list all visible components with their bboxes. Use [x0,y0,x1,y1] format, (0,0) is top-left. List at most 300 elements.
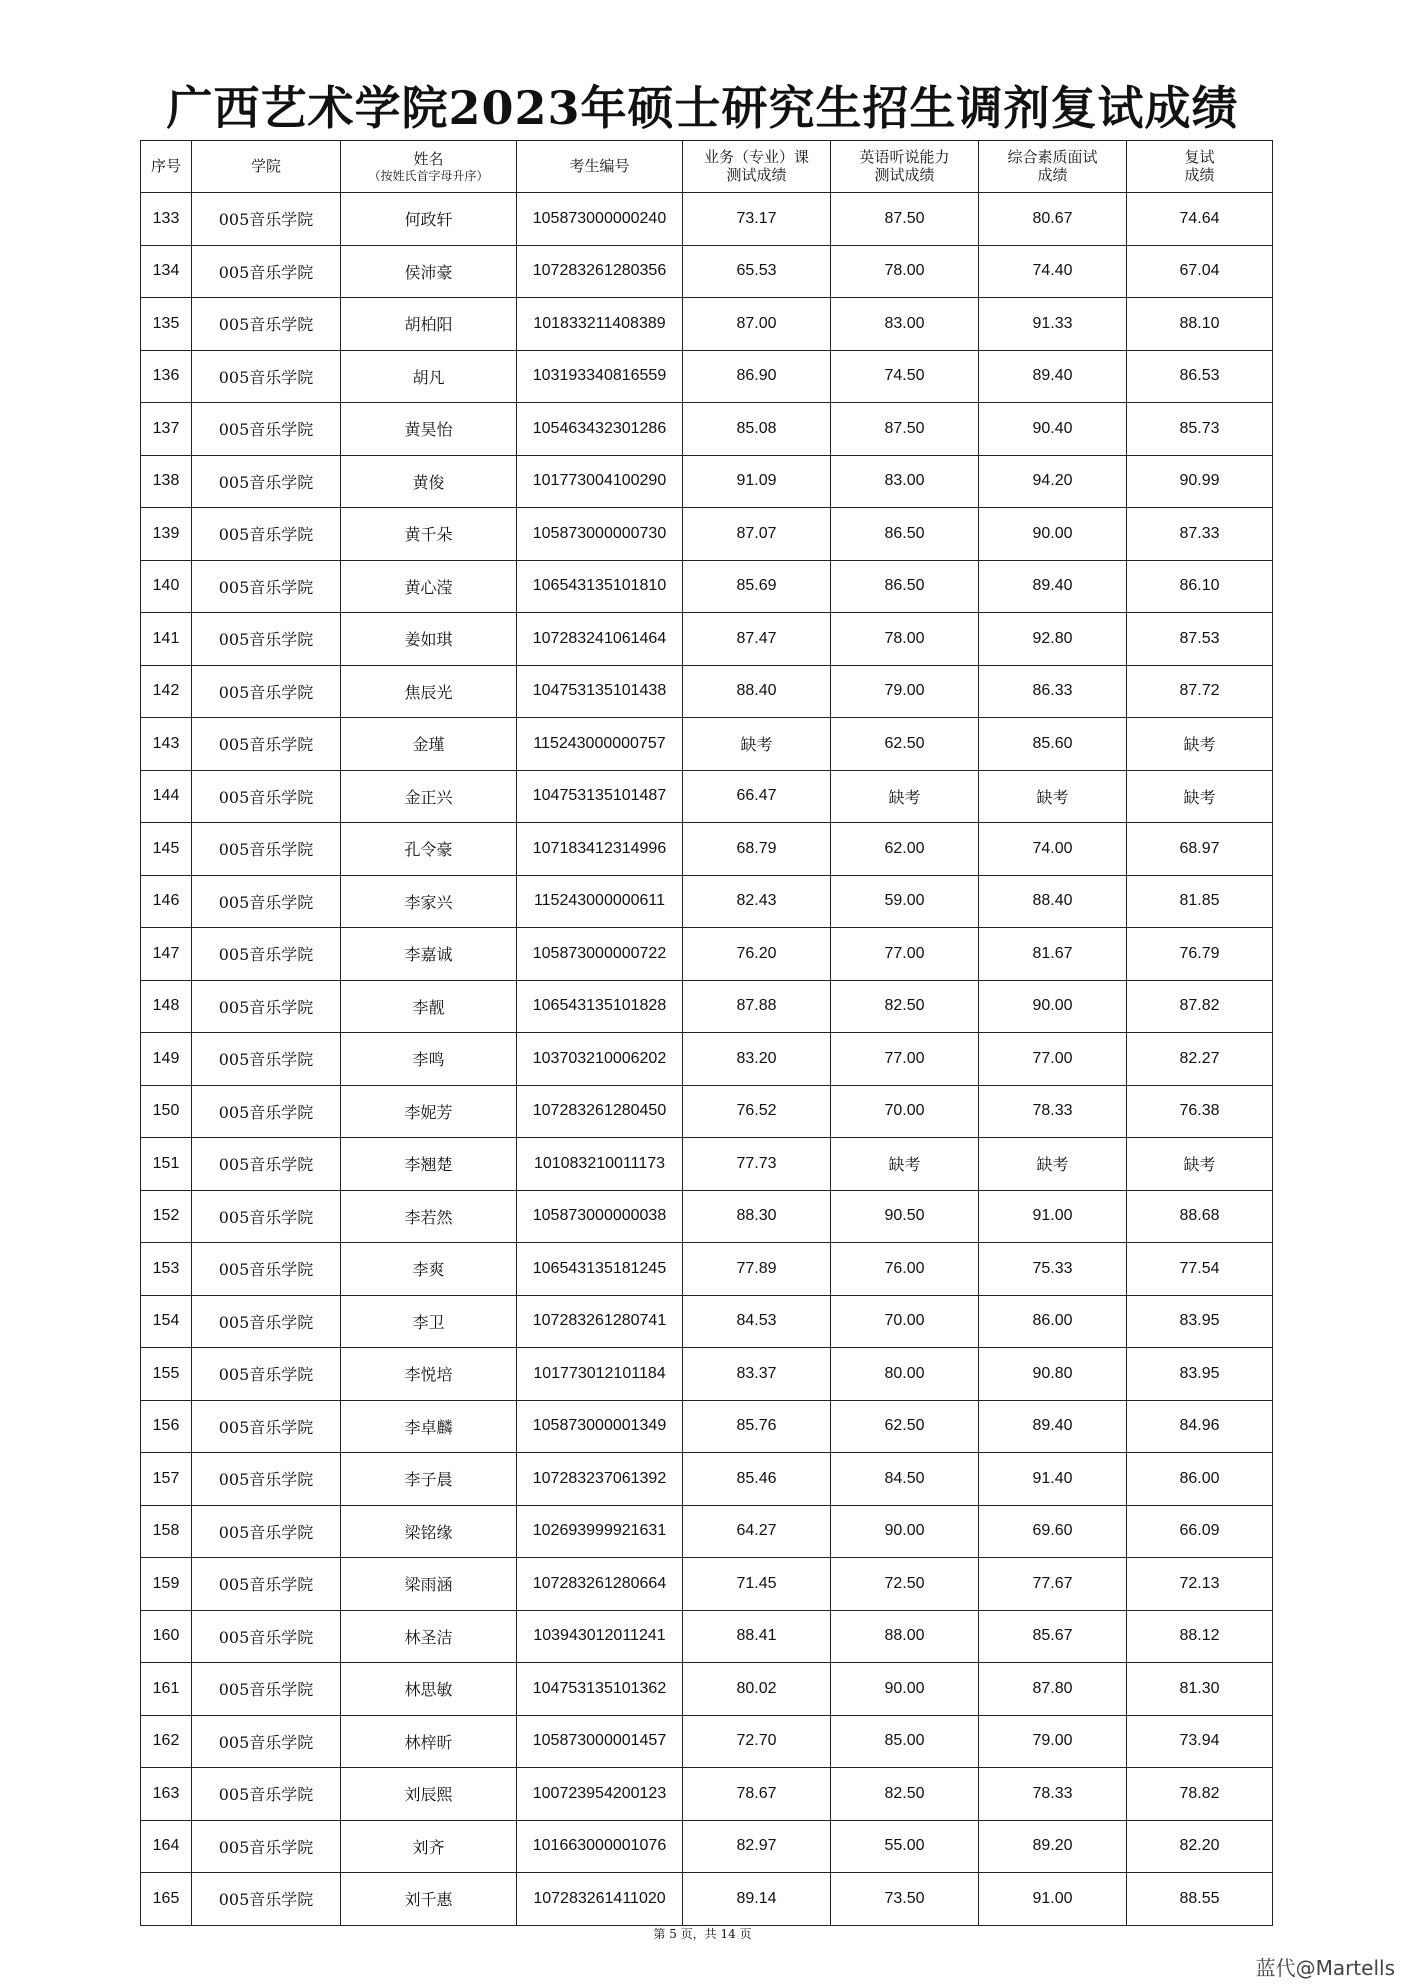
course-score-cell: 88.41 [683,1610,831,1663]
seq-cell: 158 [141,1505,192,1558]
college-cell: 005音乐学院 [192,1138,341,1191]
exam-id-cell: 106543135101828 [517,980,683,1033]
interview-score-cell: 缺考 [979,1138,1127,1191]
interview-score-cell: 85.67 [979,1610,1127,1663]
seq-cell: 165 [141,1873,192,1926]
exam-id-cell: 104753135101362 [517,1663,683,1716]
name-cell: 刘齐 [341,1820,517,1873]
seq-cell: 164 [141,1820,192,1873]
college-cell: 005音乐学院 [192,508,341,561]
table-row [141,560,1273,613]
exam-id-cell: 115243000000611 [517,875,683,928]
interview-score-cell: 88.40 [979,875,1127,928]
english-score-cell: 70.00 [831,1085,979,1138]
exam-id-cell: 106543135181245 [517,1243,683,1296]
header-name: 姓名 （按姓氏首字母升序） [341,141,517,193]
english-score-cell: 85.00 [831,1715,979,1768]
course-score-cell: 68.79 [683,823,831,876]
table-row [141,718,1273,771]
english-score-cell: 87.50 [831,193,979,246]
exam-id-cell: 104753135101487 [517,770,683,823]
college-cell: 005音乐学院 [192,560,341,613]
interview-score-cell: 90.80 [979,1348,1127,1401]
name-cell: 金正兴 [341,770,517,823]
exam-id-cell: 101083210011173 [517,1138,683,1191]
exam-id-cell: 103703210006202 [517,1033,683,1086]
english-score-cell: 84.50 [831,1453,979,1506]
english-score-cell: 82.50 [831,1768,979,1821]
seq-cell: 155 [141,1348,192,1401]
college-cell: 005音乐学院 [192,350,341,403]
name-cell: 孔令豪 [341,823,517,876]
interview-score-cell: 87.80 [979,1663,1127,1716]
english-score-cell: 59.00 [831,875,979,928]
interview-score-cell: 78.33 [979,1085,1127,1138]
table-row [141,298,1273,351]
retest-score-cell: 86.53 [1127,350,1273,403]
table-row [141,875,1273,928]
table-row [141,508,1273,561]
table-row [141,928,1273,981]
exam-id-cell: 103193340816559 [517,350,683,403]
name-cell: 姜如琪 [341,613,517,666]
seq-cell: 162 [141,1715,192,1768]
seq-cell: 143 [141,718,192,771]
interview-score-cell: 78.33 [979,1768,1127,1821]
seq-cell: 133 [141,193,192,246]
college-cell: 005音乐学院 [192,613,341,666]
course-score-cell: 77.89 [683,1243,831,1296]
name-cell: 李爽 [341,1243,517,1296]
retest-score-cell: 76.38 [1127,1085,1273,1138]
header-row [141,141,1273,193]
interview-score-cell: 91.00 [979,1873,1127,1926]
interview-score-cell: 80.67 [979,193,1127,246]
table-row [141,1033,1273,1086]
english-score-cell: 缺考 [831,770,979,823]
name-cell: 李嘉诚 [341,928,517,981]
college-cell: 005音乐学院 [192,403,341,456]
interview-score-cell: 90.00 [979,508,1127,561]
name-cell: 李卓麟 [341,1400,517,1453]
college-cell: 005音乐学院 [192,1190,341,1243]
name-cell: 李子晨 [341,1453,517,1506]
exam-id-cell: 107283261280741 [517,1295,683,1348]
name-cell: 梁雨涵 [341,1558,517,1611]
college-cell: 005音乐学院 [192,1400,341,1453]
seq-cell: 154 [141,1295,192,1348]
table-row [141,823,1273,876]
english-score-cell: 79.00 [831,665,979,718]
table-row [141,1558,1273,1611]
exam-id-cell: 106543135101810 [517,560,683,613]
seq-cell: 149 [141,1033,192,1086]
header-retest-score: 复试 成绩 [1127,141,1273,193]
score-table [140,140,1273,1926]
college-cell: 005音乐学院 [192,1453,341,1506]
seq-cell: 145 [141,823,192,876]
retest-score-cell: 缺考 [1127,718,1273,771]
course-score-cell: 71.45 [683,1558,831,1611]
course-score-cell: 82.97 [683,1820,831,1873]
english-score-cell: 77.00 [831,1033,979,1086]
score-table-body [141,193,1273,1926]
interview-score-cell: 69.60 [979,1505,1127,1558]
course-score-cell: 87.88 [683,980,831,1033]
english-score-cell: 90.50 [831,1190,979,1243]
name-cell: 李家兴 [341,875,517,928]
table-row [141,193,1273,246]
college-cell: 005音乐学院 [192,298,341,351]
interview-score-cell: 75.33 [979,1243,1127,1296]
retest-score-cell: 83.95 [1127,1348,1273,1401]
interview-score-cell: 缺考 [979,770,1127,823]
name-cell: 黄昊怡 [341,403,517,456]
course-score-cell: 88.40 [683,665,831,718]
exam-id-cell: 103943012011241 [517,1610,683,1663]
table-row [141,980,1273,1033]
interview-score-cell: 90.40 [979,403,1127,456]
college-cell: 005音乐学院 [192,1033,341,1086]
seq-cell: 137 [141,403,192,456]
name-cell: 金瑾 [341,718,517,771]
table-row [141,1663,1273,1716]
exam-id-cell: 105873000000038 [517,1190,683,1243]
course-score-cell: 85.76 [683,1400,831,1453]
english-score-cell: 62.00 [831,823,979,876]
course-score-cell: 73.17 [683,193,831,246]
college-cell: 005音乐学院 [192,875,341,928]
exam-id-cell: 105873000001349 [517,1400,683,1453]
interview-score-cell: 79.00 [979,1715,1127,1768]
interview-score-cell: 89.40 [979,560,1127,613]
college-cell: 005音乐学院 [192,1348,341,1401]
exam-id-cell: 107283261411020 [517,1873,683,1926]
interview-score-cell: 91.00 [979,1190,1127,1243]
exam-id-cell: 101773012101184 [517,1348,683,1401]
course-score-cell: 89.14 [683,1873,831,1926]
english-score-cell: 82.50 [831,980,979,1033]
seq-cell: 135 [141,298,192,351]
retest-score-cell: 86.10 [1127,560,1273,613]
table-row [141,1085,1273,1138]
course-score-cell: 88.30 [683,1190,831,1243]
name-cell: 林圣洁 [341,1610,517,1663]
seq-cell: 146 [141,875,192,928]
name-cell: 李鸣 [341,1033,517,1086]
retest-score-cell: 87.82 [1127,980,1273,1033]
retest-score-cell: 66.09 [1127,1505,1273,1558]
table-row [141,613,1273,666]
name-cell: 焦辰光 [341,665,517,718]
retest-score-cell: 68.97 [1127,823,1273,876]
header-seq: 序号 [141,141,192,193]
exam-id-cell: 107283261280450 [517,1085,683,1138]
exam-id-cell: 105873000000730 [517,508,683,561]
interview-score-cell: 89.40 [979,350,1127,403]
college-cell: 005音乐学院 [192,770,341,823]
retest-score-cell: 82.20 [1127,1820,1273,1873]
retest-score-cell: 73.94 [1127,1715,1273,1768]
course-score-cell: 87.47 [683,613,831,666]
english-score-cell: 62.50 [831,718,979,771]
table-row [141,1610,1273,1663]
english-score-cell: 83.00 [831,455,979,508]
course-score-cell: 83.37 [683,1348,831,1401]
english-score-cell: 70.00 [831,1295,979,1348]
english-score-cell: 78.00 [831,245,979,298]
course-score-cell: 82.43 [683,875,831,928]
course-score-cell: 84.53 [683,1295,831,1348]
english-score-cell: 76.00 [831,1243,979,1296]
college-cell: 005音乐学院 [192,1505,341,1558]
table-row [141,1715,1273,1768]
english-score-cell: 86.50 [831,560,979,613]
retest-score-cell: 缺考 [1127,1138,1273,1191]
course-score-cell: 64.27 [683,1505,831,1558]
seq-cell: 138 [141,455,192,508]
header-name-note: （按姓氏首字母升序） [368,168,489,183]
table-row [141,1453,1273,1506]
exam-id-cell: 107183412314996 [517,823,683,876]
interview-score-cell: 89.40 [979,1400,1127,1453]
table-row [141,1400,1273,1453]
table-row [141,1505,1273,1558]
name-cell: 李若然 [341,1190,517,1243]
college-cell: 005音乐学院 [192,1768,341,1821]
exam-id-cell: 100723954200123 [517,1768,683,1821]
retest-score-cell: 88.55 [1127,1873,1273,1926]
table-row [141,1348,1273,1401]
seq-cell: 136 [141,350,192,403]
course-score-cell: 77.73 [683,1138,831,1191]
college-cell: 005音乐学院 [192,1243,341,1296]
college-cell: 005音乐学院 [192,193,341,246]
table-row [141,1190,1273,1243]
course-score-cell: 91.09 [683,455,831,508]
name-cell: 刘千惠 [341,1873,517,1926]
course-score-cell: 76.20 [683,928,831,981]
table-row [141,1295,1273,1348]
college-cell: 005音乐学院 [192,1085,341,1138]
interview-score-cell: 86.00 [979,1295,1127,1348]
english-score-cell: 87.50 [831,403,979,456]
interview-score-cell: 85.60 [979,718,1127,771]
interview-score-cell: 91.40 [979,1453,1127,1506]
name-cell: 梁铭缘 [341,1505,517,1558]
college-cell: 005音乐学院 [192,665,341,718]
name-cell: 李卫 [341,1295,517,1348]
english-score-cell: 73.50 [831,1873,979,1926]
exam-id-cell: 105873000000240 [517,193,683,246]
english-score-cell: 74.50 [831,350,979,403]
interview-score-cell: 90.00 [979,980,1127,1033]
table-row [141,350,1273,403]
header-college: 学院 [192,141,341,193]
course-score-cell: 76.52 [683,1085,831,1138]
course-score-cell: 66.47 [683,770,831,823]
page-footer: 第 5 页，共 14 页 [653,1927,752,1941]
name-cell: 黄心滢 [341,560,517,613]
retest-score-cell: 90.99 [1127,455,1273,508]
course-score-cell: 72.70 [683,1715,831,1768]
retest-score-cell: 83.95 [1127,1295,1273,1348]
exam-id-cell: 101833211408389 [517,298,683,351]
english-score-cell: 72.50 [831,1558,979,1611]
interview-score-cell: 81.67 [979,928,1127,981]
header-course-score: 业务（专业）课 测试成绩 [683,141,831,193]
seq-cell: 140 [141,560,192,613]
english-score-cell: 77.00 [831,928,979,981]
retest-score-cell: 82.27 [1127,1033,1273,1086]
table-row [141,770,1273,823]
retest-score-cell: 87.33 [1127,508,1273,561]
retest-score-cell: 88.12 [1127,1610,1273,1663]
college-cell: 005音乐学院 [192,1610,341,1663]
name-cell: 黄千朵 [341,508,517,561]
page-title: 广西艺术学院2023年硕士研究生招生调剂复试成绩 [166,81,1239,135]
english-score-cell: 88.00 [831,1610,979,1663]
exam-id-cell: 101773004100290 [517,455,683,508]
exam-id-cell: 105873000000722 [517,928,683,981]
interview-score-cell: 94.20 [979,455,1127,508]
table-row [141,455,1273,508]
retest-score-cell: 88.68 [1127,1190,1273,1243]
interview-score-cell: 74.00 [979,823,1127,876]
exam-id-cell: 102693999921631 [517,1505,683,1558]
retest-score-cell: 81.30 [1127,1663,1273,1716]
name-cell: 胡柏阳 [341,298,517,351]
college-cell: 005音乐学院 [192,718,341,771]
name-cell: 李靓 [341,980,517,1033]
college-cell: 005音乐学院 [192,823,341,876]
seq-cell: 152 [141,1190,192,1243]
college-cell: 005音乐学院 [192,1715,341,1768]
table-row [141,245,1273,298]
college-cell: 005音乐学院 [192,245,341,298]
retest-score-cell: 78.82 [1127,1768,1273,1821]
seq-cell: 151 [141,1138,192,1191]
interview-score-cell: 86.33 [979,665,1127,718]
english-score-cell: 86.50 [831,508,979,561]
exam-id-cell: 107283261280664 [517,1558,683,1611]
seq-cell: 156 [141,1400,192,1453]
course-score-cell: 85.08 [683,403,831,456]
seq-cell: 153 [141,1243,192,1296]
name-cell: 侯沛豪 [341,245,517,298]
header-exam-id: 考生编号 [517,141,683,193]
interview-score-cell: 92.80 [979,613,1127,666]
name-cell: 刘辰熙 [341,1768,517,1821]
college-cell: 005音乐学院 [192,1820,341,1873]
name-cell: 李悦培 [341,1348,517,1401]
retest-score-cell: 67.04 [1127,245,1273,298]
seq-cell: 142 [141,665,192,718]
college-cell: 005音乐学院 [192,1663,341,1716]
english-score-cell: 83.00 [831,298,979,351]
exam-id-cell: 107283261280356 [517,245,683,298]
exam-id-cell: 105873000001457 [517,1715,683,1768]
exam-id-cell: 105463432301286 [517,403,683,456]
table-row [141,665,1273,718]
seq-cell: 150 [141,1085,192,1138]
exam-id-cell: 107283237061392 [517,1453,683,1506]
retest-score-cell: 85.73 [1127,403,1273,456]
course-score-cell: 80.02 [683,1663,831,1716]
college-cell: 005音乐学院 [192,455,341,508]
retest-score-cell: 缺考 [1127,770,1273,823]
course-score-cell: 87.07 [683,508,831,561]
retest-score-cell: 87.72 [1127,665,1273,718]
course-score-cell: 83.20 [683,1033,831,1086]
table-row [141,403,1273,456]
retest-score-cell: 86.00 [1127,1453,1273,1506]
retest-score-cell: 88.10 [1127,298,1273,351]
retest-score-cell: 87.53 [1127,613,1273,666]
name-cell: 何政轩 [341,193,517,246]
seq-cell: 147 [141,928,192,981]
exam-id-cell: 107283241061464 [517,613,683,666]
course-score-cell: 缺考 [683,718,831,771]
table-row [141,1873,1273,1926]
interview-score-cell: 77.00 [979,1033,1127,1086]
english-score-cell: 78.00 [831,613,979,666]
exam-id-cell: 104753135101438 [517,665,683,718]
table-row [141,1768,1273,1821]
name-cell: 李妮芳 [341,1085,517,1138]
seq-cell: 139 [141,508,192,561]
interview-score-cell: 89.20 [979,1820,1127,1873]
interview-score-cell: 91.33 [979,298,1127,351]
english-score-cell: 62.50 [831,1400,979,1453]
college-cell: 005音乐学院 [192,980,341,1033]
course-score-cell: 87.00 [683,298,831,351]
retest-score-cell: 74.64 [1127,193,1273,246]
retest-score-cell: 76.79 [1127,928,1273,981]
header-english-score: 英语听说能力 测试成绩 [831,141,979,193]
table-row [141,1243,1273,1296]
retest-score-cell: 84.96 [1127,1400,1273,1453]
name-cell: 林思敏 [341,1663,517,1716]
name-cell: 林梓昕 [341,1715,517,1768]
watermark: 蓝代@Martells [1255,1956,1395,1980]
table-row [141,1820,1273,1873]
interview-score-cell: 74.40 [979,245,1127,298]
college-cell: 005音乐学院 [192,1558,341,1611]
table-row [141,1138,1273,1191]
english-score-cell: 90.00 [831,1663,979,1716]
college-cell: 005音乐学院 [192,1295,341,1348]
exam-id-cell: 101663000001076 [517,1820,683,1873]
name-cell: 胡凡 [341,350,517,403]
course-score-cell: 65.53 [683,245,831,298]
header-interview-score: 综合素质面试 成绩 [979,141,1127,193]
retest-score-cell: 81.85 [1127,875,1273,928]
english-score-cell: 55.00 [831,1820,979,1873]
course-score-cell: 85.46 [683,1453,831,1506]
college-cell: 005音乐学院 [192,928,341,981]
retest-score-cell: 72.13 [1127,1558,1273,1611]
name-cell: 黄俊 [341,455,517,508]
course-score-cell: 86.90 [683,350,831,403]
seq-cell: 141 [141,613,192,666]
seq-cell: 157 [141,1453,192,1506]
retest-score-cell: 77.54 [1127,1243,1273,1296]
course-score-cell: 85.69 [683,560,831,613]
name-cell: 李翘楚 [341,1138,517,1191]
interview-score-cell: 77.67 [979,1558,1127,1611]
seq-cell: 144 [141,770,192,823]
